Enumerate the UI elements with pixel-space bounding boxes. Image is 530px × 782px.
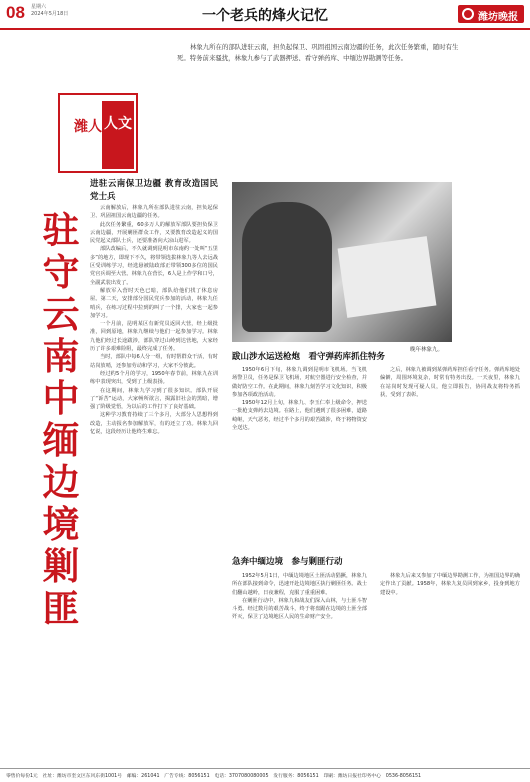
sec2-para: 林象九后来又参加了中缅边界勘测工作，为祖国边界的确定作出了贡献。1958年，林象九复员回到家乡，投身到地方建设中。 [380, 573, 520, 596]
lead-paragraph: 林象九所在的部队进驻云南，担负起保卫、巩固祖国云南边疆的任务，此次任务繁重，随时有生死。特务前来骚扰，林象九参与了武器押送、看守弹药库、中缅边界勘测等任务。 [177, 43, 459, 62]
section-1-col-a [232, 366, 367, 432]
weekday: 星期六 [31, 4, 47, 10]
sec1-para: 1950年12月上旬，林象九、李玉仁奉上级命令，押送一批枪支弹药去边境。在路上，他们遇到了很多困难，道路崎岖，天气恶劣，经过半个多月的艰苦跋涉，终于将物资安全送达。 [232, 400, 367, 432]
sec2-para: 1952年5月1日，中缅边境地区土匪活动猖獗，林象九所在部队接到命令，迅速开赴边境地区执行剿匪任务。战士们翻山越岭，日夜兼程，克服了重重困难。 [232, 573, 367, 596]
left-para: 当时，部队中每6人分一组，有时帮群众干活，有时站岗放哨，还参加劳动和学习，大家不分彼此。 [90, 354, 218, 369]
page-headline: 一个老兵的烽火记忆 [202, 8, 328, 24]
page-header [0, 0, 530, 30]
date: 2024年5月18日 [31, 11, 69, 17]
page-number: 08 [6, 3, 25, 22]
left-para: 这种学习教育持续了三个多月，大部分人思想得到改造，主动报名参加解放军，有的还立了功。林象九回忆说，这段经历让他终生难忘。 [90, 412, 218, 436]
veteran-photo [232, 182, 452, 342]
veteran-figure [242, 202, 332, 332]
left-subheading: 进驻云南保卫边疆 教育改造国民党士兵 [90, 179, 218, 202]
vertical-title: 驻守云南中缅边境剿匪 [42, 209, 80, 630]
left-para: 一个月前，昆明某区有新党员返回大营，经上级批准，回到原地，林象九继续与他们一起参加学习。林象九他们经过长途跋涉，部队穿过山岭到达营地，大家经历了许多艰难险阻，最终完成了任务。 [90, 321, 218, 353]
seal-left-text: 潍人 [74, 119, 102, 135]
page-footer: 零售价每份1元 社址：潍坊市奎文区东风东街1001号 邮编：261041 广告专线：8056151 电话：3707080080005 发行服务：8056151 印刷：潍坊日报社印务中心 0536-8056151 [0, 768, 530, 782]
document-paper [338, 236, 437, 318]
column-seal [58, 93, 138, 173]
section-2-heading: 急奔中缅边境 参与剿匪行动 [232, 557, 343, 567]
left-para: 解放军入营时天色已暗，部队给他们找了休息房屋。第二天，安排部分国民党兵参加的活动，林象九任哨兵，在练习过程中拉到的叫了一个排，大家也一起参加学习。 [90, 287, 218, 319]
left-para: 此次任务繁重，60多万人的解放军部队要担负保卫云南边疆，开展剿匪群众工作，又要教育改造起义的国民党起义部队士兵，还要准备向大凉山进军。 [90, 221, 218, 245]
left-para: 经过约5个月的学习，1950年春节前，林象九在训练中表现突出，受到了上级表扬。 [90, 370, 218, 386]
sec1-para: 1950年6月下旬，林象九调到昆明市飞机场。当飞机场警卫员，任务是保卫飞机场，对航空器进行安全检查，并做好防空工作。在此期间，林象九刻苦学习文化知识，积极参加各项政治活动。 [232, 367, 367, 398]
left-para: 部队改编后，不久就调到昆明市东南约一处叫“五里多”的地方，即现下不久，将带领选拔林象九等人去远战区受训练学习，经选悬被陆政部正带领300多位的国民党官兵调至大营。林象九在营长，6人是上作学和口号，全副武装出发了。 [90, 246, 218, 286]
section-2-col-b [380, 572, 520, 597]
section-1-col-b [380, 366, 520, 399]
left-para: 云南解放后，林象九所在部队进驻云南，担负起保卫、巩固祖国云南边疆的任务。 [90, 205, 218, 220]
seal-right-text: 人文 [102, 101, 134, 169]
brand-logo-icon [462, 8, 474, 20]
photo-caption: 晚年林象九。 [410, 347, 444, 353]
sec2-para: 在剿匪行动中，林象九和战友们深入山林，与土匪斗智斗勇。经过数月的艰苦战斗，终于将盘踞在边境的土匪全部歼灭，保卫了边境地区人民的生命财产安全。 [232, 597, 367, 621]
newspaper-brand [458, 5, 524, 23]
brand-name: 潍坊晚报 [478, 12, 518, 23]
section-2-col-a [232, 572, 367, 622]
left-column [90, 178, 218, 436]
section-1-heading: 跋山涉水运送枪炮 看守弹药库抓住特务 [232, 352, 386, 362]
sec1-para: 之后，林象九被调到某弹药库担任看守任务。弹药库地处偏僻，周围环境复杂，时常有特务出没。一天夜里，林象九在站岗时发现可疑人员，他立即报告，协同战友将特务抓获，受到了表彰。 [380, 367, 520, 398]
left-para: 在这期间，林象九学习到了很多知识。部队开展了“诉苦”运动，大家畅所欲言，揭露旧社会的黑暗，增强了阶级觉悟，为以后的工作打下了良好基础。 [90, 387, 218, 411]
